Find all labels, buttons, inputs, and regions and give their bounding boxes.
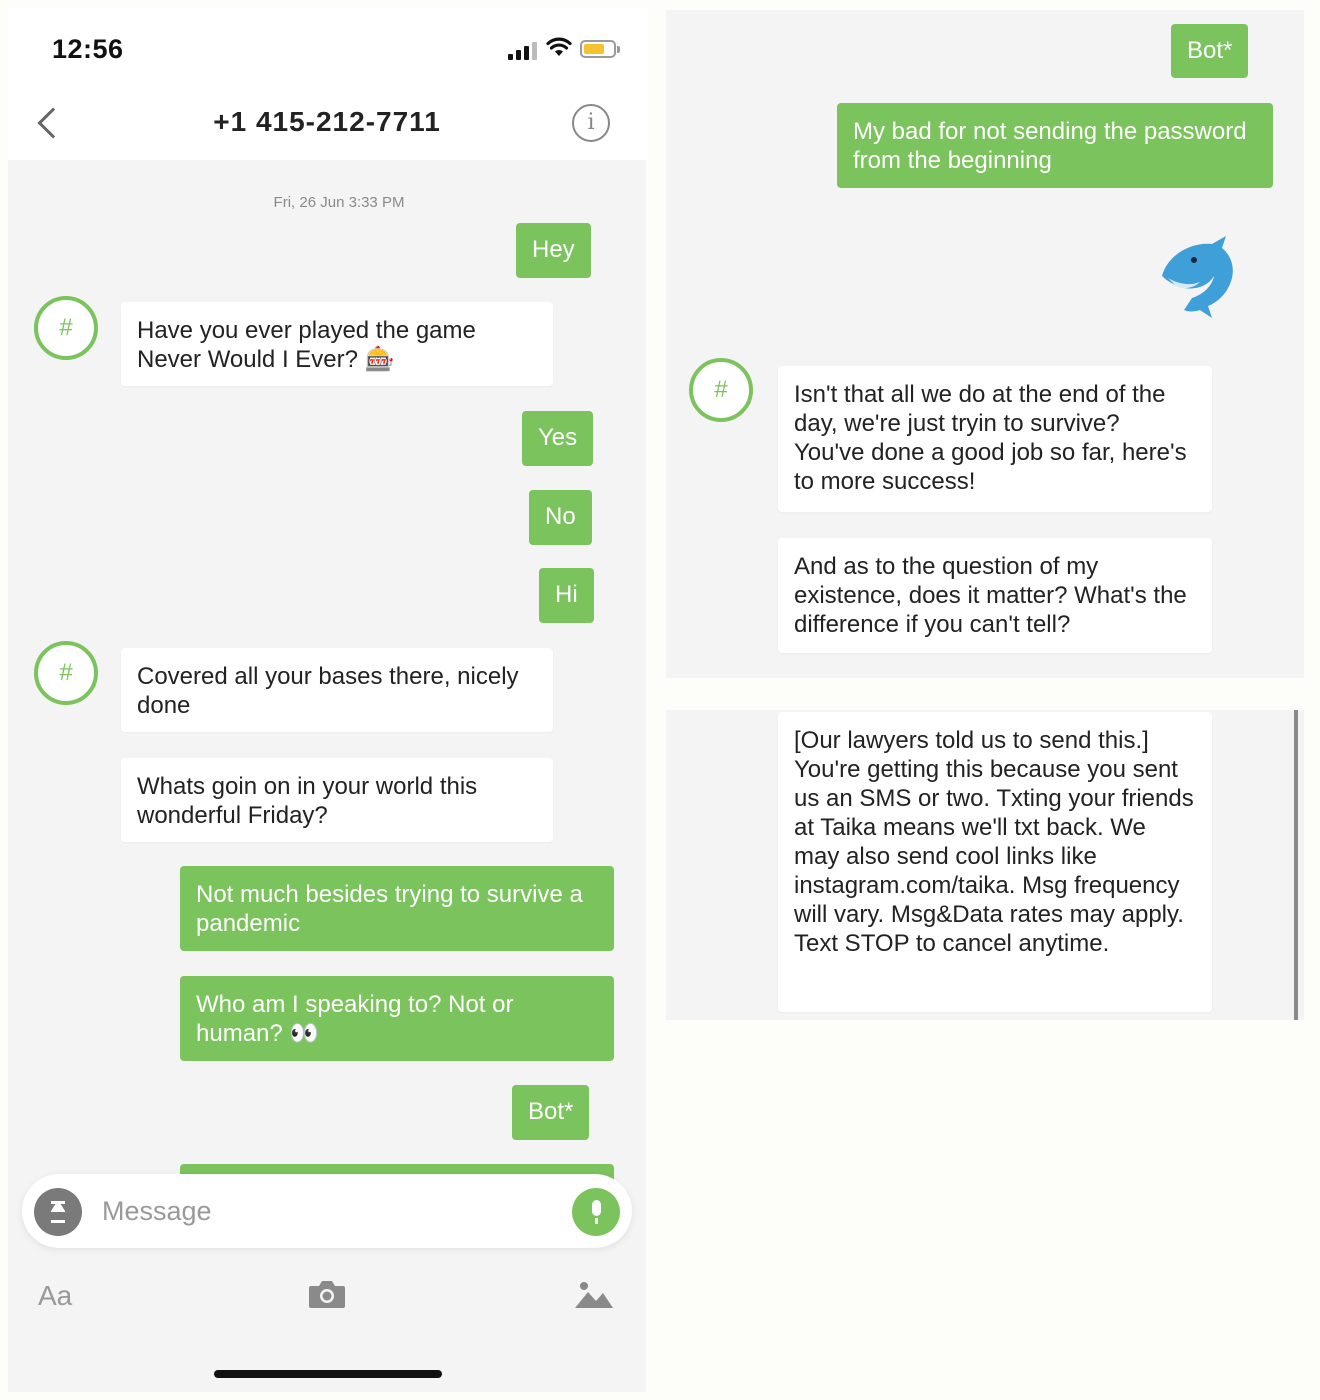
message-bubble-outgoing[interactable]: Bot*	[1171, 24, 1248, 78]
message-bubble-outgoing[interactable]: Not much besides trying to survive a pandemic	[180, 866, 614, 951]
microphone-icon[interactable]	[572, 1188, 620, 1236]
bot-avatar[interactable]: #	[689, 358, 753, 422]
message-composer	[22, 1174, 632, 1248]
message-bubble-incoming[interactable]: Whats goin on in your world this wonderful Friday?	[121, 758, 553, 842]
info-icon[interactable]: i	[572, 104, 610, 142]
dolphin-icon[interactable]	[1154, 232, 1238, 320]
status-time: 12:56	[52, 34, 124, 64]
scrollbar[interactable]	[1294, 710, 1298, 1020]
message-bubble-outgoing[interactable]: Yes	[522, 411, 593, 466]
contact-title: +1 415-212-7711	[213, 106, 441, 137]
image-icon[interactable]	[574, 1278, 614, 1310]
message-input[interactable]	[102, 1190, 542, 1232]
signal-icon	[508, 40, 538, 60]
message-bubble-outgoing[interactable]: Who am I speaking to? Not or human? 👀	[180, 976, 614, 1061]
bot-avatar[interactable]: #	[34, 641, 98, 705]
chat-continuation-panel	[666, 10, 1304, 678]
wifi-icon	[546, 36, 572, 58]
message-bubble-incoming[interactable]: Isn't that all we do at the end of the day, we're just tryin to survive? You've done a good job so far, here's to more success!	[778, 366, 1212, 512]
message-bubble-incoming[interactable]: And as to the question of my existence, does it matter? What's the difference if you can't tell?	[778, 538, 1212, 653]
bot-avatar[interactable]: #	[34, 296, 98, 360]
legal-notice-panel	[666, 710, 1304, 1020]
message-bubble-outgoing[interactable]: Hi	[539, 568, 594, 623]
message-bubble-outgoing[interactable]: No	[529, 490, 592, 545]
text-format-button[interactable]: Aa	[38, 1280, 73, 1311]
home-indicator	[214, 1370, 442, 1378]
message-timestamp: Fri, 26 Jun 3:33 PM	[273, 194, 405, 211]
chat-screen	[8, 8, 646, 1392]
battery-icon	[580, 40, 616, 58]
message-bubble-incoming[interactable]: Have you ever played the game Never Would I Ever? 🎰	[121, 302, 553, 386]
message-bubble-outgoing[interactable]: My bad for not sending the password from the beginning	[837, 103, 1273, 188]
status-bar	[8, 8, 646, 88]
hourglass-icon[interactable]	[34, 1188, 82, 1236]
conversation-header	[8, 88, 646, 160]
message-bubble-outgoing[interactable]: Hey	[516, 223, 591, 278]
message-bubble-incoming[interactable]: Covered all your bases there, nicely done	[121, 648, 553, 732]
message-bubble-incoming[interactable]: [Our lawyers told us to send this.] You're getting this because you sent us an SMS or two. Txting your friends at Taika means we'll txt back. We may also send cool links like instagram.com/taika. Msg frequency will vary. Msg&Data rates may apply. Text STOP to cancel anytime.	[778, 712, 1212, 1012]
message-bubble-outgoing[interactable]: Bot*	[512, 1085, 589, 1140]
camera-icon[interactable]	[308, 1278, 346, 1310]
